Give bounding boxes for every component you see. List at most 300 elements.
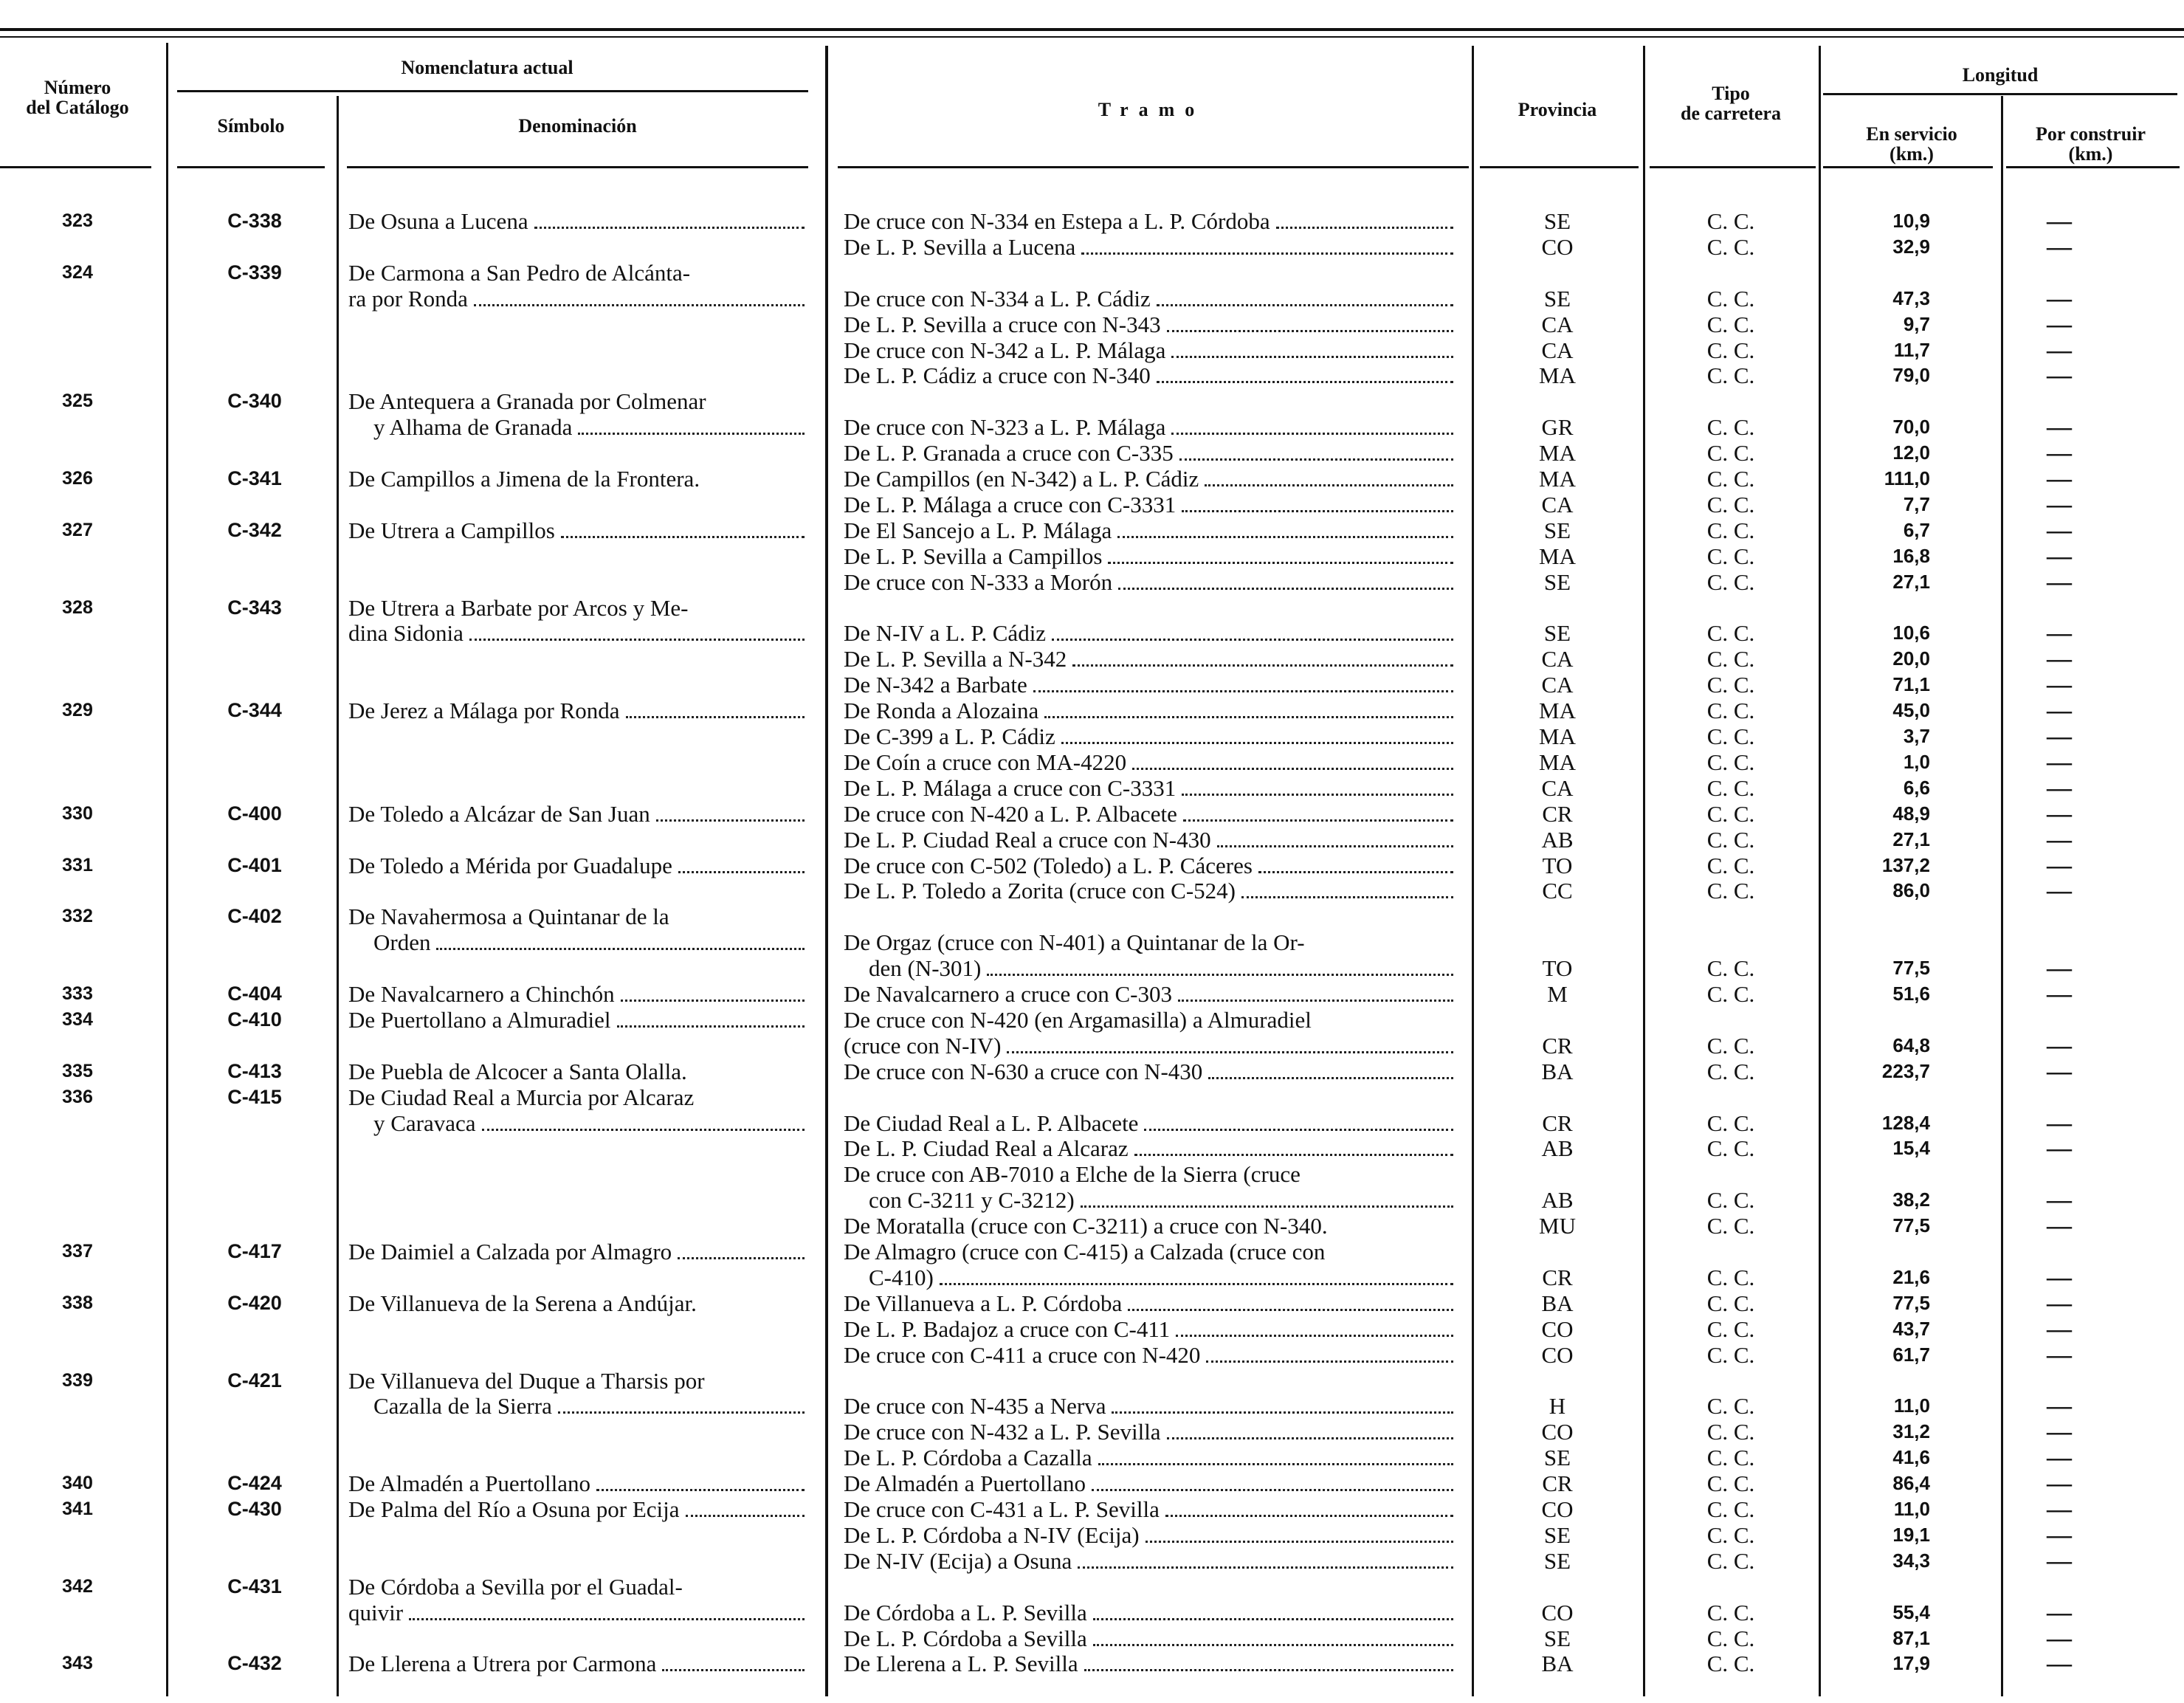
road-denomination xyxy=(348,1496,807,1522)
dot-leader xyxy=(436,948,805,950)
road-denomination: De Navahermosa a Quintanar de la xyxy=(348,904,669,930)
road-denomination-text: Cazalla de la Sierra xyxy=(373,1393,552,1420)
road-denomination-text: De Almadén a Puertollano xyxy=(348,1470,590,1497)
road-type: C. C. xyxy=(1706,1651,1755,1677)
catalog-number: 341 xyxy=(62,1499,93,1519)
table-row xyxy=(0,723,2184,749)
road-section xyxy=(844,1496,1456,1522)
road-section xyxy=(844,723,1456,749)
road-type: C. C. xyxy=(1706,1393,1755,1420)
table-row xyxy=(0,286,2184,312)
header-rule-col7 xyxy=(1823,166,1993,168)
road-section-text: De cruce con N-435 a Nerva xyxy=(844,1393,1106,1420)
header-rule-col3 xyxy=(347,166,808,168)
table-row xyxy=(0,929,2184,955)
dot-leader xyxy=(596,1489,805,1491)
length-in-service: 45,0 xyxy=(1892,699,1930,722)
table-row xyxy=(0,440,2184,466)
road-type: C. C. xyxy=(1706,1419,1755,1445)
road-symbol: C-431 xyxy=(227,1575,282,1597)
road-section xyxy=(844,1445,1456,1470)
province-code: BA xyxy=(1541,1058,1574,1084)
header-simbolo: Símbolo xyxy=(217,115,285,137)
road-denomination-text: y Caravaca xyxy=(373,1109,476,1136)
length-to-build: — xyxy=(2047,336,2072,364)
catalog-number: 323 xyxy=(62,210,93,231)
length-in-service: 43,7 xyxy=(1892,1317,1930,1340)
road-denomination xyxy=(348,414,807,440)
road-section-text: De cruce con C-431 a L. P. Sevilla xyxy=(844,1496,1160,1522)
road-section-text: De N-IV (Ecija) a Osuna xyxy=(844,1547,1072,1574)
header-tramo: Tramo xyxy=(1098,99,1205,120)
road-section-text: De L. P. Sevilla a cruce con N-343 xyxy=(844,311,1161,337)
dot-leader xyxy=(1118,588,1453,590)
road-type: C. C. xyxy=(1706,568,1755,595)
dot-leader xyxy=(1157,381,1453,383)
dot-leader xyxy=(1108,562,1453,564)
dot-leader xyxy=(1098,1463,1453,1465)
road-type: C. C. xyxy=(1706,1135,1755,1162)
road-type: C. C. xyxy=(1706,646,1755,672)
dot-leader xyxy=(1081,1205,1453,1208)
road-symbol: C-343 xyxy=(227,596,282,619)
road-symbol: C-417 xyxy=(227,1240,282,1262)
road-section xyxy=(844,1522,1456,1548)
table-row xyxy=(0,1651,2184,1676)
road-section-text: De L. P. Cádiz a cruce con N-340 xyxy=(844,362,1151,389)
road-section xyxy=(844,1419,1456,1445)
road-section-text: De cruce con N-333 a Morón xyxy=(844,568,1113,595)
road-section: De Moratalla (cruce con C-3211) a cruce con N-340. xyxy=(844,1213,1328,1239)
road-section xyxy=(844,749,1456,775)
length-to-build: — xyxy=(2047,362,2072,390)
road-type: C. C. xyxy=(1706,774,1755,801)
length-to-build: — xyxy=(2047,954,2072,983)
road-type: C. C. xyxy=(1706,1445,1755,1471)
table-row xyxy=(0,1316,2184,1342)
road-denomination xyxy=(348,981,807,1007)
catalog-number: 327 xyxy=(62,519,93,540)
length-in-service: 86,0 xyxy=(1892,879,1930,902)
length-to-build: — xyxy=(2047,465,2072,492)
road-section-text: (cruce con N-IV) xyxy=(844,1032,1002,1059)
dot-leader xyxy=(1112,1411,1453,1414)
road-type: C. C. xyxy=(1706,1290,1755,1316)
road-section-text: De Ronda a Alozaina xyxy=(844,698,1039,724)
road-denomination: De Villanueva de la Serena a Andújar. xyxy=(348,1290,697,1316)
province-code: SE xyxy=(1543,285,1571,312)
length-to-build: — xyxy=(2047,490,2072,518)
length-in-service: 223,7 xyxy=(1881,1059,1930,1082)
dot-leader xyxy=(1171,433,1453,435)
province-code: CA xyxy=(1541,646,1574,672)
dot-leader xyxy=(1217,845,1453,847)
road-section-text: De L. P. Córdoba a Cazalla xyxy=(844,1445,1092,1471)
road-section-text: De Córdoba a L. P. Sevilla xyxy=(844,1599,1087,1625)
table-row xyxy=(0,698,2184,723)
road-section-text: De Navalcarnero a cruce con C-303 xyxy=(844,981,1172,1007)
header-por-construir: Por construir (km.) xyxy=(2036,123,2146,165)
road-section xyxy=(844,517,1456,543)
table-row xyxy=(0,1496,2184,1522)
province-code: CA xyxy=(1541,337,1574,363)
road-type: C. C. xyxy=(1706,208,1755,234)
length-to-build: — xyxy=(2047,645,2072,673)
province-code: CR xyxy=(1542,1470,1573,1497)
length-to-build: — xyxy=(2047,568,2072,596)
road-type: C. C. xyxy=(1706,1547,1755,1574)
length-to-build: — xyxy=(2047,1109,2072,1137)
province-code: H xyxy=(1549,1393,1566,1420)
dot-leader xyxy=(561,536,805,538)
header-tipo: Tipo de carretera xyxy=(1681,83,1781,124)
table-row xyxy=(0,1161,2184,1187)
road-symbol: C-415 xyxy=(227,1085,282,1108)
length-to-build: — xyxy=(2047,671,2072,699)
length-to-build: — xyxy=(2047,1289,2072,1317)
length-in-service: 11,0 xyxy=(1893,1394,1930,1417)
top-rule xyxy=(0,28,2184,31)
table-row xyxy=(0,1187,2184,1213)
road-section-text: De N-IV a L. P. Cádiz xyxy=(844,620,1047,647)
road-type: C. C. xyxy=(1706,1058,1755,1084)
dot-leader xyxy=(1093,1618,1453,1620)
header-rule-col5 xyxy=(1480,166,1639,168)
road-section-text: De L. P. Ciudad Real a cruce con N-430 xyxy=(844,826,1211,853)
table-row xyxy=(0,569,2184,595)
road-symbol: C-420 xyxy=(227,1291,282,1314)
table-row xyxy=(0,1522,2184,1548)
length-to-build: — xyxy=(2047,233,2072,261)
table-row xyxy=(0,1213,2184,1239)
road-denomination: De Puebla de Alcocer a Santa Olalla. xyxy=(348,1058,687,1084)
length-in-service: 12,0 xyxy=(1892,441,1930,464)
length-in-service: 31,2 xyxy=(1892,1420,1930,1443)
road-section: De Almagro (cruce con C-415) a Calzada (cruce con xyxy=(844,1239,1326,1265)
road-section: De cruce con N-420 (en Argamasilla) a Almuradiel xyxy=(844,1006,1312,1033)
road-section-text: De cruce con N-420 a L. P. Albacete xyxy=(844,800,1177,827)
catalog-number: 332 xyxy=(62,906,93,927)
table-row xyxy=(0,1470,2184,1496)
road-denomination xyxy=(348,1393,807,1419)
province-code: MA xyxy=(1539,723,1576,749)
road-type: C. C. xyxy=(1706,440,1755,467)
road-type: C. C. xyxy=(1706,1521,1755,1548)
road-section xyxy=(844,362,1456,388)
road-symbol: C-410 xyxy=(227,1008,282,1031)
dot-leader xyxy=(617,1025,805,1028)
table-row xyxy=(0,1290,2184,1316)
road-section xyxy=(844,466,1456,492)
road-section xyxy=(844,440,1456,466)
length-to-build: — xyxy=(2047,1392,2072,1420)
catalog-number: 343 xyxy=(62,1653,93,1674)
table-row xyxy=(0,646,2184,672)
dot-leader xyxy=(1117,536,1453,538)
road-type: C. C. xyxy=(1706,1187,1755,1214)
road-section xyxy=(844,775,1456,801)
length-to-build: — xyxy=(2047,207,2072,235)
length-in-service: 19,1 xyxy=(1892,1523,1930,1546)
road-section-text: De cruce con N-334 a L. P. Cádiz xyxy=(844,285,1151,312)
table-row xyxy=(0,234,2184,260)
catalog-number: 328 xyxy=(62,596,93,618)
province-code: TO xyxy=(1542,955,1573,982)
length-in-service: 77,5 xyxy=(1892,1214,1930,1237)
province-code: SE xyxy=(1543,620,1571,647)
length-in-service: 11,7 xyxy=(1893,338,1930,361)
length-to-build: — xyxy=(2047,748,2072,776)
road-denomination: De Ciudad Real a Murcia por Alcaraz xyxy=(348,1084,695,1110)
dot-leader xyxy=(662,1669,805,1671)
road-denomination-text: dina Sidonia xyxy=(348,620,464,647)
table-row xyxy=(0,208,2184,234)
length-in-service: 15,4 xyxy=(1892,1137,1930,1160)
length-in-service: 38,2 xyxy=(1892,1188,1930,1211)
dot-leader xyxy=(1128,1309,1453,1311)
road-symbol: C-339 xyxy=(227,261,282,283)
province-code: CR xyxy=(1542,1264,1573,1290)
dot-leader xyxy=(409,1618,805,1620)
length-in-service: 111,0 xyxy=(1884,467,1930,489)
road-section xyxy=(844,955,1456,981)
dot-leader xyxy=(626,716,805,718)
road-section-text: De El Sancejo a L. P. Málaga xyxy=(844,517,1112,543)
road-section xyxy=(844,878,1456,904)
length-in-service: 41,6 xyxy=(1892,1446,1930,1469)
province-code: MA xyxy=(1539,749,1576,775)
dot-leader xyxy=(482,1129,805,1131)
length-to-build: — xyxy=(2047,1624,2072,1652)
road-denomination-text: quivir xyxy=(348,1599,404,1625)
table-row xyxy=(0,1419,2184,1445)
length-to-build: — xyxy=(2047,413,2072,441)
road-section xyxy=(844,827,1456,853)
dot-leader xyxy=(1165,1515,1453,1517)
road-section-text: De L. P. Córdoba a N-IV (Ecija) xyxy=(844,1521,1140,1548)
length-in-service: 6,6 xyxy=(1903,776,1930,799)
road-denomination xyxy=(348,1470,807,1496)
dot-leader xyxy=(1061,742,1453,744)
dot-leader xyxy=(1007,1051,1453,1053)
road-section-text: De Ciudad Real a L. P. Albacete xyxy=(844,1109,1139,1136)
length-in-service: 20,0 xyxy=(1892,647,1930,670)
road-denomination xyxy=(348,801,807,827)
table-row xyxy=(0,672,2184,698)
road-denomination-text: De Daimiel a Calzada por Almagro xyxy=(348,1239,672,1265)
province-code: CA xyxy=(1541,774,1574,801)
road-denomination xyxy=(348,1007,807,1033)
road-denomination-text: Orden xyxy=(373,929,431,956)
road-section xyxy=(844,698,1456,723)
province-code: MA xyxy=(1539,440,1576,467)
length-in-service: 17,9 xyxy=(1892,1652,1930,1675)
length-in-service: 77,5 xyxy=(1892,1291,1930,1314)
length-to-build: — xyxy=(2047,877,2072,905)
province-code: SE xyxy=(1543,208,1571,234)
road-denomination-text: De Toledo a Alcázar de San Juan xyxy=(348,800,650,827)
road-denomination xyxy=(348,620,807,646)
length-to-build: — xyxy=(2047,851,2072,879)
road-section xyxy=(844,1393,1456,1419)
road-denomination-text: De Navalcarnero a Chinchón xyxy=(348,981,615,1007)
road-symbol: C-424 xyxy=(227,1472,282,1495)
length-in-service: 70,0 xyxy=(1892,416,1930,438)
road-section xyxy=(844,620,1456,646)
road-denomination-text: De Toledo a Mérida por Guadalupe xyxy=(348,852,672,878)
province-code: GR xyxy=(1541,414,1574,441)
length-to-build: — xyxy=(2047,284,2072,312)
dot-leader xyxy=(1258,871,1453,873)
road-section xyxy=(844,492,1456,517)
table-row xyxy=(0,1600,2184,1625)
road-type: C. C. xyxy=(1706,878,1755,904)
road-section xyxy=(844,1033,1456,1059)
road-section: De Orgaz (cruce con N-401) a Quintanar de la Or- xyxy=(844,929,1305,956)
table-row xyxy=(0,955,2184,981)
province-code: SE xyxy=(1543,568,1571,595)
dot-leader xyxy=(1182,510,1453,512)
length-in-service: 79,0 xyxy=(1892,364,1930,387)
road-section xyxy=(844,1110,1456,1136)
road-section xyxy=(844,1548,1456,1574)
road-denomination xyxy=(348,929,807,955)
road-section-text: De L. P. Málaga a cruce con C-3331 xyxy=(844,491,1177,517)
length-to-build: — xyxy=(2047,1444,2072,1472)
header-rule-longitud xyxy=(1823,93,2177,95)
header-rule-col1 xyxy=(0,166,151,168)
province-code: M xyxy=(1547,981,1568,1007)
province-code: CO xyxy=(1541,1496,1574,1522)
dot-leader xyxy=(578,433,805,435)
road-denomination: De Antequera a Granada por Colmenar xyxy=(348,388,706,415)
dot-leader xyxy=(1171,356,1453,358)
dot-leader xyxy=(1093,1644,1453,1646)
road-denomination-text: y Alhama de Granada xyxy=(373,414,573,441)
road-section-text: De L. P. Sevilla a Lucena xyxy=(844,233,1076,260)
province-code: AB xyxy=(1541,826,1574,853)
table-row xyxy=(0,1548,2184,1574)
road-section xyxy=(844,1625,1456,1651)
length-in-service: 64,8 xyxy=(1892,1033,1930,1056)
road-symbol: C-340 xyxy=(227,390,282,413)
road-type: C. C. xyxy=(1706,1496,1755,1522)
dot-leader xyxy=(940,1283,1453,1285)
province-code: CR xyxy=(1542,1032,1573,1059)
road-section-text: De cruce con N-342 a L. P. Málaga xyxy=(844,337,1166,363)
length-to-build: — xyxy=(2047,1341,2072,1369)
catalog-number: 329 xyxy=(62,700,93,721)
length-in-service: 27,1 xyxy=(1892,828,1930,850)
dot-leader xyxy=(678,871,805,873)
header-rule-col6 xyxy=(1650,166,1816,168)
length-to-build: — xyxy=(2047,1263,2072,1291)
road-type: C. C. xyxy=(1706,1213,1755,1239)
road-section xyxy=(844,1470,1456,1496)
length-in-service: 87,1 xyxy=(1892,1626,1930,1649)
catalog-number: 339 xyxy=(62,1369,93,1391)
road-section xyxy=(844,286,1456,312)
province-code: CR xyxy=(1542,800,1573,827)
province-code: CA xyxy=(1541,491,1574,517)
road-denomination xyxy=(348,853,807,878)
road-denomination: De Utrera a Barbate por Arcos y Me- xyxy=(348,594,689,621)
catalog-number: 337 xyxy=(62,1241,93,1262)
length-to-build: — xyxy=(2047,774,2072,802)
province-code: SE xyxy=(1543,1625,1571,1651)
dot-leader xyxy=(1078,1566,1453,1569)
road-type: C. C. xyxy=(1706,233,1755,260)
dot-leader xyxy=(1182,794,1453,796)
table-row xyxy=(0,1135,2184,1161)
road-section-text: De cruce con C-502 (Toledo) a L. P. Cáceres xyxy=(844,852,1253,878)
road-symbol: C-404 xyxy=(227,983,282,1005)
table-row xyxy=(0,260,2184,286)
length-to-build: — xyxy=(2047,542,2072,570)
province-code: CA xyxy=(1541,672,1574,698)
road-section-text: De cruce con N-630 a cruce con N-430 xyxy=(844,1058,1203,1084)
province-code: CC xyxy=(1542,878,1573,904)
road-section xyxy=(844,414,1456,440)
province-code: CO xyxy=(1541,1419,1574,1445)
road-section xyxy=(844,801,1456,827)
road-section-text: De L. P. Málaga a cruce con C-3331 xyxy=(844,774,1177,801)
road-type: C. C. xyxy=(1706,1109,1755,1136)
catalog-number: 330 xyxy=(62,802,93,824)
dot-leader xyxy=(1276,227,1453,229)
province-code: SE xyxy=(1543,1547,1571,1574)
length-to-build: — xyxy=(2047,723,2072,750)
header-nomenclatura: Nomenclatura actual xyxy=(401,57,573,78)
length-in-service: 21,6 xyxy=(1892,1265,1930,1288)
header-rule-col4 xyxy=(838,166,1469,168)
road-type: C. C. xyxy=(1706,1264,1755,1290)
road-symbol: C-432 xyxy=(227,1652,282,1675)
road-section xyxy=(844,853,1456,878)
length-in-service: 71,1 xyxy=(1892,673,1930,696)
dot-leader xyxy=(1176,1335,1453,1337)
catalog-number: 342 xyxy=(62,1575,93,1597)
road-section xyxy=(844,981,1456,1007)
province-code: CO xyxy=(1541,233,1574,260)
catalog-number: 326 xyxy=(62,468,93,489)
road-section xyxy=(844,1187,1456,1213)
length-to-build: — xyxy=(2047,1650,2072,1678)
table-row xyxy=(0,853,2184,878)
road-denomination-text: De Llerena a Utrera por Carmona xyxy=(348,1651,657,1677)
road-section-text: De cruce con N-323 a L. P. Málaga xyxy=(844,414,1166,441)
length-in-service: 11,0 xyxy=(1893,1498,1930,1520)
dot-leader xyxy=(686,1515,805,1517)
table-row xyxy=(0,388,2184,414)
road-section: De cruce con AB-7010 a Elche de la Sierra (cruce xyxy=(844,1161,1301,1188)
dot-leader xyxy=(1241,896,1453,898)
road-type: C. C. xyxy=(1706,955,1755,982)
road-type: C. C. xyxy=(1706,543,1755,569)
length-in-service: 137,2 xyxy=(1881,853,1930,876)
province-code: CO xyxy=(1541,1599,1574,1625)
table-row xyxy=(0,362,2184,388)
table-row xyxy=(0,466,2184,492)
road-denomination xyxy=(348,1239,807,1265)
table-row xyxy=(0,904,2184,929)
road-denomination xyxy=(348,1651,807,1676)
header-rule-col2 xyxy=(177,166,325,168)
road-type: C. C. xyxy=(1706,362,1755,389)
road-type: C. C. xyxy=(1706,1341,1755,1368)
road-section-text: De Campillos (en N-342) a L. P. Cádiz xyxy=(844,466,1199,492)
length-to-build: — xyxy=(2047,825,2072,853)
